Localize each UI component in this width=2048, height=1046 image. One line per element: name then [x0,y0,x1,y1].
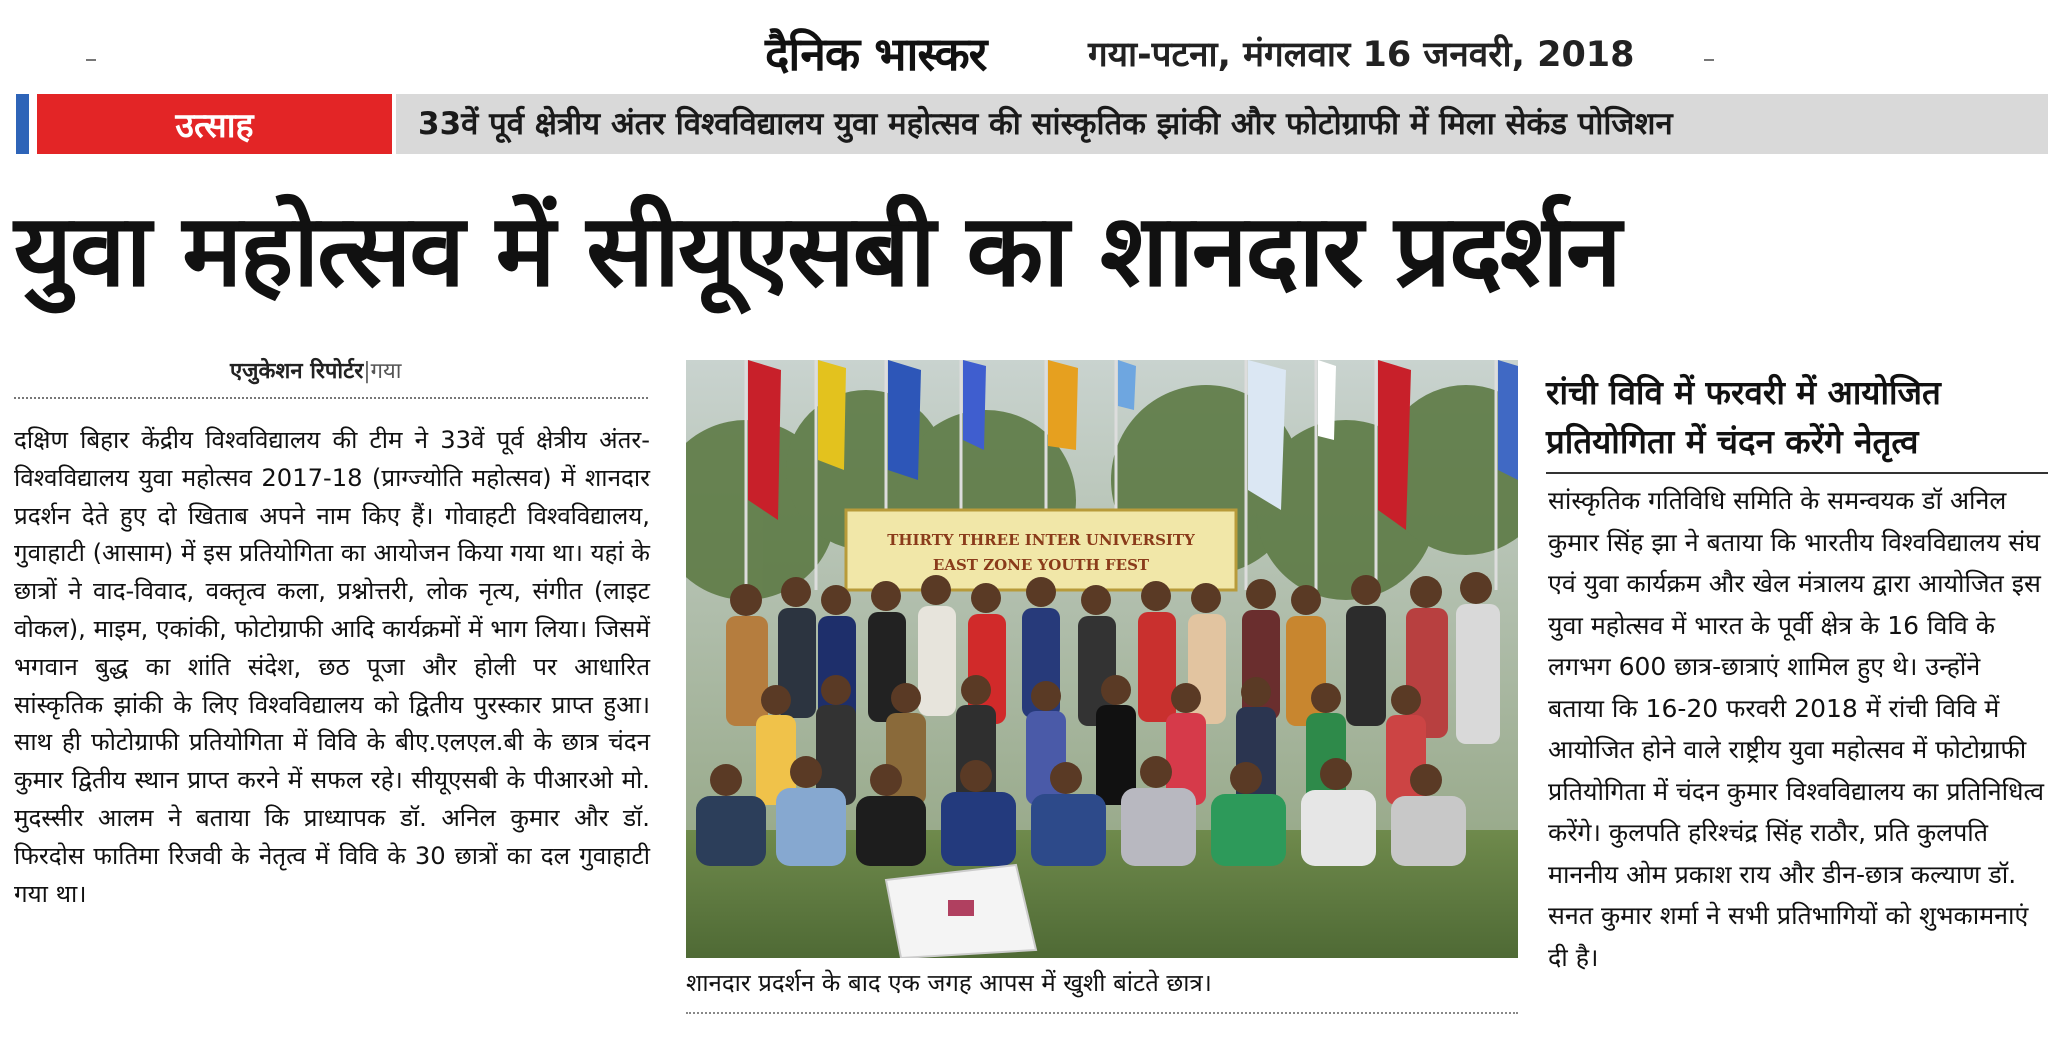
newspaper-logo: दैनिक भास्कर [765,27,987,81]
photo-caption: शानदार प्रदर्शन के बाद एक जगह आपस में खुशी बांटते छात्र। [686,969,1212,997]
byline [230,355,401,385]
svg-text:EAST ZONE YOUTH FEST: EAST ZONE YOUTH FEST [932,556,1150,574]
byline-separator: | [363,359,371,384]
svg-text:THIRTY THREE INTER UNIVERSITY: THIRTY THREE INTER UNIVERSITY [887,531,1195,549]
story-body: दक्षिण बिहार केंद्रीय विश्वविद्यालय की टीम ने 33वें पूर्व क्षेत्रीय अंतर-विश्वविद्यालय युवा महोत्सव 2017-18 (प्राग्ज्योति महोत्सव) में शानदार प्रदर्शन देते हुए दो खिताब अपने नाम किए हैं। गोवाहटी विश्वविद्यालय, गुवाहाटी (आसाम) में इस प्रतियोगिता का आयोजन किया गया था। यहां के छात्रों ने वाद-विवाद, वक्तृत्व कला, प्रश्नोत्तरी, लोक नृत्य, संगीत (लाइट वोकल), माइम, एकांकी, फोटोग्राफी आदि कार्यक्रमों में भाग लिया। जिसमें भगवान बुद्ध का शांति संदेश, छठ पूजा और होली पर आधारित सांस्कृतिक झांकी के लिए विश्वविद्यालय को द्वितीय पुरस्कार प्राप्त हुआ। साथ ही फोटोग्राफी प्रतियोगिता में विवि के बीए.एलएल.बी के छात्र चंदन कुमार द्वितीय स्थान प्राप्त करने में सफल रहे। सीयूएसबी के पीआरओ मो. मुदस्सीर आलम ने बताया कि प्राध्यापक डॉ. अनिल कुमार और डॉ. फिरदोस फातिमा रिजवी के नेतृत्व में विवि के 30 छात्रों का दल गुवाहाटी गया था। [14,426,650,908]
masthead-divider-right [1704,59,1714,61]
main-headline: युवा महोत्सव में सीयूएसबी का शानदार प्रदर्शन [14,192,1620,309]
group-photo [686,360,1518,958]
strapline: 33वें पूर्व क्षेत्रीय अंतर विश्वविद्यालय युवा महोत्सव की सांस्कृतिक झांकी और फोटोग्राफी में मिला सेकंड पोजिशन [418,106,1673,142]
group-photo-illustration [686,360,1518,958]
byline-city: गया [370,359,402,384]
masthead-divider-left [86,59,96,61]
kicker-label: उत्साह [37,94,392,154]
dateline: गया-पटना, मंगलवार 16 जनवरी, 2018 [1088,35,1635,75]
byline-reporter: एजुकेशन रिपोर्टर [230,359,364,384]
caption-divider [686,1012,1518,1014]
byline-divider [14,397,648,399]
sidebar-headline: रांची विवि में फरवरी में आयोजित प्रतियोगिता में चंदन करेंगे नेतृत्व [1546,373,1941,461]
sidebar-body: सांस्कृतिक गतिविधि समिति के समन्वयक डॉ अनिल कुमार सिंह झा ने बताया कि भारतीय विश्वविद्यालय संघ एवं युवा कार्यक्रम और खेल मंत्रालय द्वारा आयोजित इस युवा महोत्सव में भारत के पूर्वी क्षेत्र के 16 विवि के लगभग 600 छात्र-छात्राएं शामिल हुए थे। उन्होंने बताया कि 16-20 फरवरी 2018 में रांची विवि में आयोजित होने वाले राष्ट्रीय युवा महोत्सव में फोटोग्राफी प्रतियोगिता में चंदन कुमार विश्वविद्यालय का प्रतिनिधित्व करेंगे। कुलपति हरिश्चंद्र सिंह राठौर, प्रति कुलपति माननीय ओम प्रकाश राय और डीन-छात्र कल्याण डॉ. सनत कुमार शर्मा ने सभी प्रतिभागियों को शुभकामनाएं दी है। [1548,486,2045,972]
sidebar-divider [1546,472,2048,474]
kicker-side-accent [16,94,29,154]
